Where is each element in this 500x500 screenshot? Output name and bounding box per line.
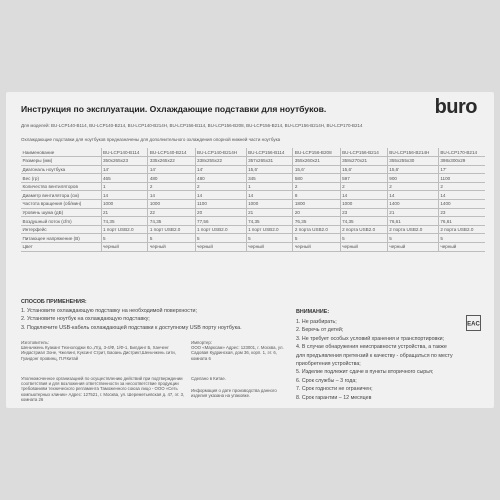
usage-step: 3. Подключите USB-кабель охлаждающей подставки к доступному USB порту ноутбука.	[21, 324, 242, 331]
buro-logo: buro	[434, 96, 477, 118]
specs-cell: BU-LCP140-B214H	[195, 148, 246, 157]
specs-cell: 357x265x31	[246, 157, 293, 166]
specs-row-label: Количество вентиляторов	[21, 182, 101, 191]
specs-cell: 480	[195, 174, 246, 183]
purpose-line: Охлаждающие подставки для ноутбуков предназначены для дополнительного охлаждения опорной нижней части ноутбука	[21, 137, 281, 142]
specs-cell: 14'	[148, 165, 195, 174]
specs-cell: 5	[101, 234, 148, 243]
specs-cell: 345	[246, 174, 293, 183]
specs-cell: 1400	[387, 200, 438, 209]
specs-cell: 2 порта USB2.0	[293, 225, 340, 234]
specs-row	[21, 191, 485, 200]
specs-cell: 597	[340, 174, 387, 183]
specs-cell: 465	[101, 174, 148, 183]
specs-row-label: Наименование	[21, 148, 101, 157]
specs-cell: 23	[340, 208, 387, 217]
specs-cell: 1	[246, 182, 293, 191]
specs-cell: черный	[148, 243, 195, 252]
usage-step: 1. Установите охлаждающую подставку на необходимой поверхности;	[21, 308, 197, 314]
specs-cell: 358x270x21	[340, 157, 387, 166]
specs-cell: черный	[340, 243, 387, 252]
warning-item: 4. В случае обнаружения неисправности устройства, а также для предъявления претензий к качеству - обращаться по месту приобретения устройства;	[296, 344, 453, 368]
specs-cell: 350x265x23	[101, 157, 148, 166]
manufacturer-text: Шеньчжень Куаканг Технолоджи Ко.,Лтд. 3-4/Ф, 1/Ф-1, Билдинг Б, Ханченг Индастриал Зоне, Чжелинг, Куксинг Стрит, Баоань Дистрикт,Шеньчжень сити, Гуандонг провинц, П.Р.Китай	[21, 345, 176, 361]
specs-cell: 23	[438, 208, 485, 217]
specs-cell: 1000	[246, 200, 293, 209]
specs-row	[21, 165, 485, 174]
specs-cell: 1 порт USB2.0	[195, 225, 246, 234]
specs-cell: 77,56	[195, 217, 246, 226]
specs-cell: 21	[246, 208, 293, 217]
importer-label: Импортер:	[191, 340, 212, 345]
specs-cell: 398x300x29	[438, 157, 485, 166]
specs-row	[21, 174, 485, 183]
warning-item: 3. Не требует особых условий хранения и транспортировки;	[296, 335, 445, 342]
specs-cell: 1 порт USB2.0	[101, 225, 148, 234]
eac-mark-text: EAC	[467, 321, 480, 328]
specs-cell: 1800	[293, 200, 340, 209]
specs-cell: 1	[101, 182, 148, 191]
specs-row	[21, 157, 485, 166]
specs-cell: 76,61	[438, 217, 485, 226]
specs-row-label: Частота вращения (об/мин)	[21, 200, 101, 209]
specs-cell: 5	[195, 234, 246, 243]
specs-row	[21, 208, 485, 217]
specs-cell: 15,6'	[293, 165, 340, 174]
specs-cell: 580	[293, 174, 340, 183]
specs-cell: 5	[148, 234, 195, 243]
specs-cell: 21	[387, 208, 438, 217]
specs-cell: 14'	[101, 165, 148, 174]
importer-text: ООО «Марксам» Адрес: 123001, г. Москва, ул. Садовая Кудринская, дом 36, корп. 1, эт. 6, комната 6	[191, 345, 284, 361]
warning-item: 2. Беречь от детей;	[296, 327, 344, 334]
specs-cell: 1 порт USB2.0	[246, 225, 293, 234]
specs-cell: 1100	[195, 200, 246, 209]
usage-title: СПОСОБ ПРИМЕНЕНИЯ:	[21, 299, 87, 305]
made-in-text: Сделано в Китае.	[191, 376, 226, 381]
specs-cell: 2	[438, 182, 485, 191]
specs-cell: 17'	[438, 165, 485, 174]
specs-cell: 338x255x22	[195, 157, 246, 166]
specs-cell: 15,6'	[387, 165, 438, 174]
specs-cell: 14'	[195, 165, 246, 174]
specs-header-row	[21, 148, 485, 157]
authorized-person-text: Уполномоченное организацией по осуществлению действий при подтверждении соответствия и для возложения ответственности за несоответствие продукции требованиям технического регламента Таможенного союза лицо - ООО «Сеть компьютерных клиник» Адрес: 127521, г. Москва, ул. Шереметьевская д. 47, эт. 3, комната 26	[21, 376, 185, 402]
specs-cell: 14	[101, 191, 148, 200]
specs-row	[21, 225, 485, 234]
importer-block	[191, 340, 286, 361]
specs-cell: 76,35	[293, 217, 340, 226]
specs-cell: BU-LCP140-B114	[101, 148, 148, 157]
specs-cell: черный	[438, 243, 485, 252]
specs-cell: 74,35	[101, 217, 148, 226]
specs-cell: 14	[438, 191, 485, 200]
specs-cell: 2 порта USB2.0	[438, 225, 485, 234]
warning-item: 1. Не разбирать;	[296, 319, 337, 325]
specs-row-label: Воздушный поток (cfm)	[21, 217, 101, 226]
specs-row	[21, 182, 485, 191]
specs-cell: 20	[293, 208, 340, 217]
specs-cell: 2	[293, 182, 340, 191]
specs-cell: 14	[195, 191, 246, 200]
specs-row-label: Размеры (мм)	[21, 157, 101, 166]
specs-cell: 5	[387, 234, 438, 243]
specs-cell: 1000	[101, 200, 148, 209]
specs-cell: 2	[340, 182, 387, 191]
specs-cell: 14	[387, 191, 438, 200]
specs-row-label: Диагональ ноутбука	[21, 165, 101, 174]
specs-row-label: Уровень шума (дБ)	[21, 208, 101, 217]
production-date-text: Информация о дате производства данного изделия указана на упаковке.	[191, 388, 277, 399]
specs-cell: черный	[293, 243, 340, 252]
specs-cell: 8	[293, 191, 340, 200]
specs-cell: черный	[195, 243, 246, 252]
specs-row-label: Интерфейс	[21, 225, 101, 234]
specs-cell: 74,35	[246, 217, 293, 226]
specs-cell: BU-LCP156-B208	[293, 148, 340, 157]
warning-item: 6. Срок службы – 3 года;	[296, 377, 357, 384]
manufacturer-label: Изготовитель:	[21, 340, 49, 345]
warning-list	[296, 318, 456, 402]
specs-cell: 21	[101, 208, 148, 217]
specs-cell: 1000	[340, 200, 387, 209]
specs-cell: 74,35	[340, 217, 387, 226]
usage-step: 2. Установите ноутбук на охлаждающую подставку;	[21, 316, 150, 323]
warning-title: ВНИМАНИЕ:	[296, 309, 330, 315]
specs-cell: 900	[387, 174, 438, 183]
specs-cell: 1 порт USB2.0	[148, 225, 195, 234]
specs-cell: BU-LCP170-B214	[438, 148, 485, 157]
specs-table	[21, 148, 485, 252]
warning-item: 8. Срок гарантии – 12 месяцев	[296, 394, 372, 401]
specs-cell: 335x265x22	[148, 157, 195, 166]
specs-cell: 22	[148, 208, 195, 217]
usage-steps	[21, 308, 242, 333]
specs-cell: 5	[293, 234, 340, 243]
specs-cell: 5	[438, 234, 485, 243]
specs-row	[21, 200, 485, 209]
specs-cell: черный	[101, 243, 148, 252]
specs-cell: 2 порта USB2.0	[340, 225, 387, 234]
specs-cell: 14	[246, 191, 293, 200]
specs-cell: черный	[387, 243, 438, 252]
manufacturer-block	[21, 340, 181, 361]
instruction-title: Инструкция по эксплуатации. Охлаждающие подставки для ноутбуков.	[21, 104, 327, 114]
specs-cell: 2	[195, 182, 246, 191]
specs-cell: 14	[340, 191, 387, 200]
specs-row-label: Вес (гр)	[21, 174, 101, 183]
specs-cell: 20	[195, 208, 246, 217]
specs-cell: 2	[148, 182, 195, 191]
specs-cell: 2 порта USB2.0	[387, 225, 438, 234]
specs-cell: 2	[387, 182, 438, 191]
eac-mark-icon	[466, 315, 481, 331]
specs-cell: 15,6'	[340, 165, 387, 174]
models-line: Для моделей: BU-LCP140-B114, BU-LCP140-B214, BU-LCP140-B214H, BU-LCP156-B114, BU-LCP156-B208, BU-LCP156-B214, BU-LCP156-B214H, BU-LCP170-B214	[21, 123, 363, 128]
specs-row	[21, 234, 485, 243]
specs-cell: BU-LCP156-B214	[340, 148, 387, 157]
specs-row	[21, 217, 485, 226]
specs-cell: черный	[246, 243, 293, 252]
warning-item: 7. Срок годности не ограничен;	[296, 386, 373, 393]
instruction-sheet	[6, 92, 494, 408]
specs-row-label: Питающее напряжение (В)	[21, 234, 101, 243]
specs-cell: 14	[148, 191, 195, 200]
specs-cell: 74,35	[148, 217, 195, 226]
specs-cell: 480	[148, 174, 195, 183]
specs-cell: BU-LCP156-B114	[246, 148, 293, 157]
specs-cell: BU-LCP140-B214	[148, 148, 195, 157]
specs-cell: BU-LCP156-B214H	[387, 148, 438, 157]
specs-row-label: Диаметр вентилятора (см)	[21, 191, 101, 200]
specs-cell: 15,6'	[246, 165, 293, 174]
specs-cell: 1000	[148, 200, 195, 209]
specs-cell: 355x255x30	[387, 157, 438, 166]
specs-row-label: Цвет	[21, 243, 101, 252]
specs-row	[21, 243, 485, 252]
specs-cell: 355x260x21	[293, 157, 340, 166]
specs-cell: 1400	[438, 200, 485, 209]
specs-cell: 5	[246, 234, 293, 243]
specs-cell: 5	[340, 234, 387, 243]
specs-cell: 1100	[438, 174, 485, 183]
warning-item: 5. Изделие подлежит сдаче в пункты вторичного сырья;	[296, 369, 434, 376]
specs-cell: 76,61	[387, 217, 438, 226]
